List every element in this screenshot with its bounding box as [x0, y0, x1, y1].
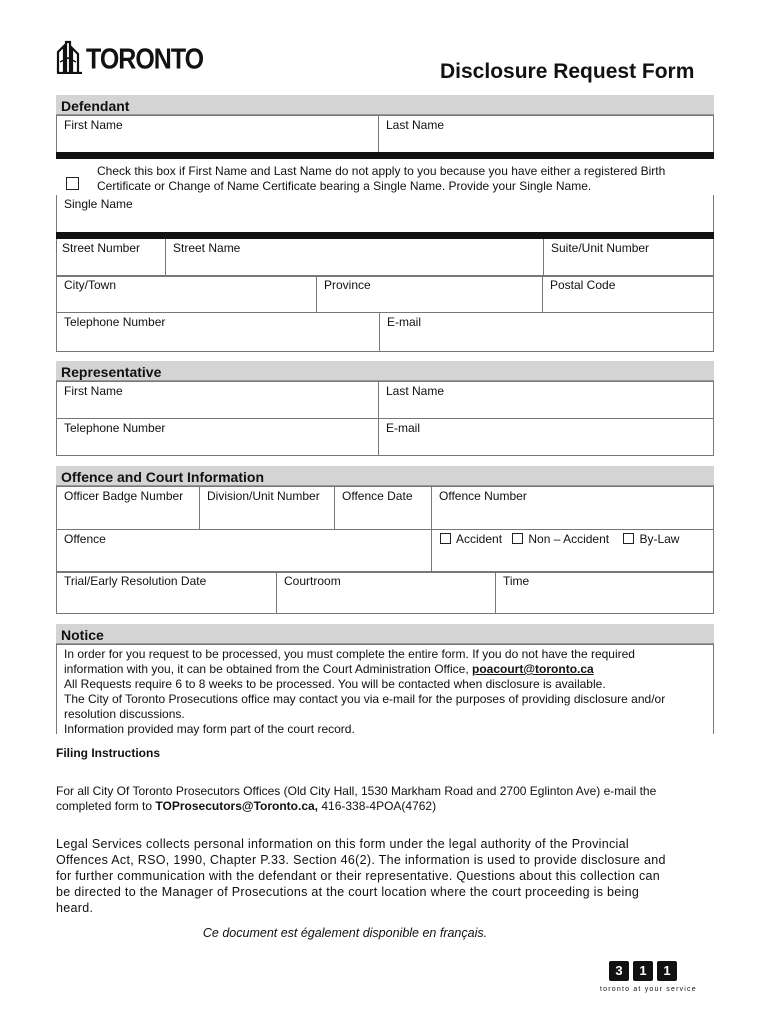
trial-date-label: Trial/Early Resolution Date: [64, 574, 207, 588]
digit-1: 1: [657, 961, 677, 981]
filing-line: For all City Of Toronto Prosecutors Offices (Old City Hall, 1530 Markham Road and 2700 Eglinton Ave) e-mail the: [56, 784, 657, 798]
offence-type-options: [431, 530, 713, 572]
offence-id-row: [56, 486, 714, 530]
suite-field[interactable]: [543, 239, 713, 276]
bylaw-checkbox[interactable]: [623, 532, 679, 546]
notice-line: [64, 662, 706, 677]
offence-label: Offence: [64, 532, 106, 546]
legal-line: heard.: [56, 901, 94, 915]
notice-text: [56, 644, 714, 734]
non-accident-checkbox[interactable]: [512, 532, 609, 546]
first-name-label: First Name: [64, 384, 123, 398]
accident-label: Accident: [456, 532, 503, 546]
offence-type-row: [56, 529, 714, 573]
french-availability: Ce document est également disponible en français.: [202, 926, 488, 940]
offence-heading: Offence and Court Information: [56, 466, 714, 486]
street-name-label: Street Name: [173, 241, 241, 255]
notice-heading: Notice: [56, 624, 714, 644]
court-email-link[interactable]: poacourt@toronto.ca: [472, 662, 594, 676]
311-caption: toronto at your service: [600, 986, 697, 993]
311-logo: [609, 961, 677, 981]
divider-bar: [56, 232, 714, 239]
representative-first-name-field[interactable]: [57, 382, 378, 418]
toronto-logo: [56, 38, 203, 74]
telephone-label: Telephone Number: [64, 315, 166, 329]
city-field[interactable]: [57, 276, 316, 312]
street-row: [56, 239, 714, 277]
time-field[interactable]: [495, 572, 713, 613]
notice-line: All Requests require 6 to 8 weeks to be processed. You will be contacted when disclosure is available.: [64, 677, 606, 691]
bylaw-label: By-Law: [639, 532, 680, 546]
single-name-label: Single Name: [64, 197, 133, 211]
courtroom-field[interactable]: [276, 572, 495, 613]
notice-line: Information provided may form part of the court record.: [64, 722, 355, 736]
representative-last-name-field[interactable]: [378, 382, 713, 418]
filing-heading: Filing Instructions: [56, 746, 160, 760]
divider-bar: [56, 152, 714, 159]
court-row: [56, 571, 714, 614]
offence-field[interactable]: [57, 530, 431, 572]
offence-number-field[interactable]: [431, 487, 713, 529]
city-hall-icon: [56, 40, 84, 74]
legal-line: for further communication with the defendant or their representative. Questions about this collection can: [56, 869, 661, 883]
filing-phone: 416-338-4POA(4762): [321, 799, 437, 813]
representative-email-field[interactable]: [378, 419, 713, 455]
city-label: City/Town: [64, 278, 117, 292]
notice-line: In order for you request to be processed, you must complete the entire form. If you do not have the required: [64, 647, 635, 661]
single-name-row: [56, 195, 714, 233]
time-label: Time: [503, 574, 530, 588]
legal-notice: [56, 836, 706, 916]
first-name-label: First Name: [64, 118, 123, 132]
form-title: Disclosure Request Form: [440, 60, 695, 83]
defendant-email-field[interactable]: [379, 313, 713, 351]
non-accident-label: Non – Accident: [528, 532, 610, 546]
offence-number-label: Offence Number: [439, 489, 527, 503]
trial-date-field[interactable]: [57, 572, 276, 613]
last-name-label: Last Name: [386, 384, 445, 398]
province-label: Province: [324, 278, 371, 292]
representative-contact-row: [56, 418, 714, 456]
division-label: Division/Unit Number: [207, 489, 320, 503]
province-field[interactable]: [316, 276, 542, 312]
street-number-label: Street Number: [62, 241, 141, 255]
single-name-instructions: [97, 164, 707, 194]
check-text-line-1: Check this box if First Name and Last Name do not apply to you because you have either a registered Birth: [97, 164, 666, 178]
defendant-name-row: [56, 115, 714, 153]
defendant-contact-row: [56, 312, 714, 352]
check-text-line-2: Certificate or Change of Name Certificate bearing a Single Name. Provide your Single Name.: [97, 179, 592, 193]
telephone-label: Telephone Number: [64, 421, 166, 435]
filing-text: [56, 784, 706, 814]
single-name-checkbox[interactable]: [66, 176, 84, 194]
officer-badge-field[interactable]: [57, 487, 199, 529]
courtroom-label: Courtroom: [284, 574, 341, 588]
logo-wordmark: TORONTO: [86, 42, 204, 76]
street-number-field[interactable]: [57, 239, 165, 276]
badge-label: Officer Badge Number: [64, 489, 184, 503]
email-label: E-mail: [386, 421, 421, 435]
digit-3: 3: [609, 961, 629, 981]
last-name-label: Last Name: [386, 118, 445, 132]
defendant-last-name-field[interactable]: [378, 116, 713, 152]
representative-telephone-field[interactable]: [57, 419, 378, 455]
legal-line: Offences Act, RSO, 1990, Chapter P.33. Section 46(2). The information is used to provide disclosure and: [56, 853, 666, 867]
legal-line: be directed to the Manager of Prosecutions at the court location where the court proceeding is being: [56, 885, 640, 899]
defendant-heading: Defendant: [56, 95, 714, 115]
defendant-telephone-field[interactable]: [57, 313, 379, 351]
legal-line: Legal Services collects personal information on this form under the legal authority of the Provincial: [56, 837, 629, 851]
notice-line: resolution discussions.: [64, 707, 185, 721]
filing-line: [56, 799, 706, 814]
email-label: E-mail: [387, 315, 422, 329]
postal-field[interactable]: [542, 276, 713, 312]
city-row: [56, 275, 714, 313]
street-name-field[interactable]: [165, 239, 543, 276]
defendant-first-name-field[interactable]: [57, 116, 378, 152]
offence-date-field[interactable]: [334, 487, 431, 529]
division-field[interactable]: [199, 487, 334, 529]
notice-line: The City of Toronto Prosecutions office may contact you via e-mail for the purposes of providing disclosure and/or: [64, 692, 666, 706]
prosecutors-email-link[interactable]: TOProsecutors@Toronto.ca,: [155, 799, 319, 813]
filing-line-text: completed form to: [56, 799, 153, 813]
accident-checkbox[interactable]: [440, 532, 502, 546]
suite-label: Suite/Unit Number: [551, 241, 650, 255]
single-name-field[interactable]: [57, 195, 713, 232]
representative-name-row: [56, 381, 714, 419]
digit-1: 1: [633, 961, 653, 981]
offence-date-label: Offence Date: [342, 489, 413, 503]
notice-line-text: information with you, it can be obtained from the Court Administration Office,: [64, 662, 469, 676]
representative-heading: Representative: [56, 361, 714, 381]
postal-label: Postal Code: [550, 278, 616, 292]
